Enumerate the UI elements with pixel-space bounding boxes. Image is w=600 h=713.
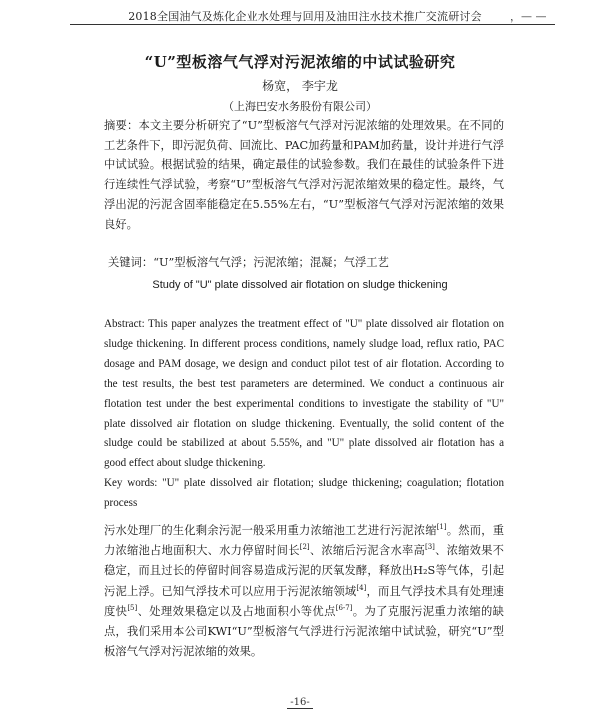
affiliation: （上海巴安水务股份有限公司） xyxy=(223,100,377,113)
body-text: 。然而，重力浓缩池占地面积大、水力停留时间长 xyxy=(104,524,504,558)
citation-ref: [1] xyxy=(436,523,447,532)
keywords-en: Key words: "U" plate dissolved air flotation; sludge thickening; coagulation; flotation process xyxy=(104,477,504,509)
citation-ref: [3] xyxy=(424,543,435,552)
body-text: 、浓缩效果不稳定，而且过长的停留时间容易造成污泥的厌氧发酵，释放出H₂S等气体，引起污泥上浮。已知气浮技术可以应用于污泥浓缩领域 xyxy=(104,544,504,598)
paper-title: “U”型板溶气气浮对污泥浓缩的中试试验研究 xyxy=(144,53,456,71)
abstract-zh: 摘要：本文主要分析研究了“U”型板溶气气浮对污泥浓缩的处理效果。在不同的工艺条件下，即污泥负荷、回流比、PAC加药量和PAM加药量，设计并进行气浮中试试验。根据试验的结果，确定最佳的试验参数。我们在最佳的试验条件下进行连续性气浮试验，考察“U”型板溶气气浮对污泥浓缩效果的稳定性。最终，气浮出泥的污泥含固率能稳定在5.55%左右，“U”型板溶气气浮对污泥浓缩的效果良好。 xyxy=(104,119,504,231)
introduction-paragraph xyxy=(104,521,504,662)
citation-ref: [4] xyxy=(356,583,367,592)
citation-ref: [2] xyxy=(299,543,310,552)
header-rule xyxy=(70,24,555,25)
body-text: ，而且气浮技术具有处理速度快 xyxy=(104,584,504,618)
body-text: 、处理效果稳定以及占地面积小等优点 xyxy=(137,604,336,618)
running-header: 2018全国油气及炼化企业水处理与回用及油田注水技术推广交流研讨会 xyxy=(128,10,482,23)
header-dashes: ，— — xyxy=(510,10,547,23)
keywords-zh: 关键词：“U”型板溶气气浮；污泥浓缩；混凝；气浮工艺 xyxy=(108,256,389,269)
page-number xyxy=(0,697,600,708)
abstract-en: Abstract: This paper analyzes the treatment effect of "U" plate dissolved air flotation on sludge thickening. In different process conditions, namely sludge load, reflux ratio, PAC dosage and PAM dosage, we design and conduct pilot test of air flotation. According to the test results, the best test parameters are determined. We conduct a continuous air flotation test under the best experimental conditions to investigate the stability of "U" plate dissolved air flotation on sludge thickening. Eventually, the solid content of the sludge could be stabilized at about 5.55%, and "U" plate dissolved air flotation has a good effect about sludge thickening. xyxy=(104,318,504,470)
body-text: 污水处理厂的生化剩余污泥一般采用重力浓缩池工艺进行污泥浓缩 xyxy=(104,524,437,537)
authors: 杨宽， 李宇龙 xyxy=(262,79,338,93)
citation-ref: [5] xyxy=(127,604,138,613)
body-text: 、浓缩后污泥含水率高 xyxy=(309,544,425,558)
english-title: Study of "U" plate dissolved air flotation on sludge thickening xyxy=(152,279,448,291)
body-text: 。为了克服污泥重力浓缩的缺点，我们采用本公司KWI“U”型板溶气气浮进行污泥浓缩中试试验，研究“U”型板溶气气浮对污泥浓缩的效果。 xyxy=(104,604,504,659)
page-number-text: -16- xyxy=(287,697,312,709)
citation-ref: [6-7] xyxy=(335,604,353,613)
